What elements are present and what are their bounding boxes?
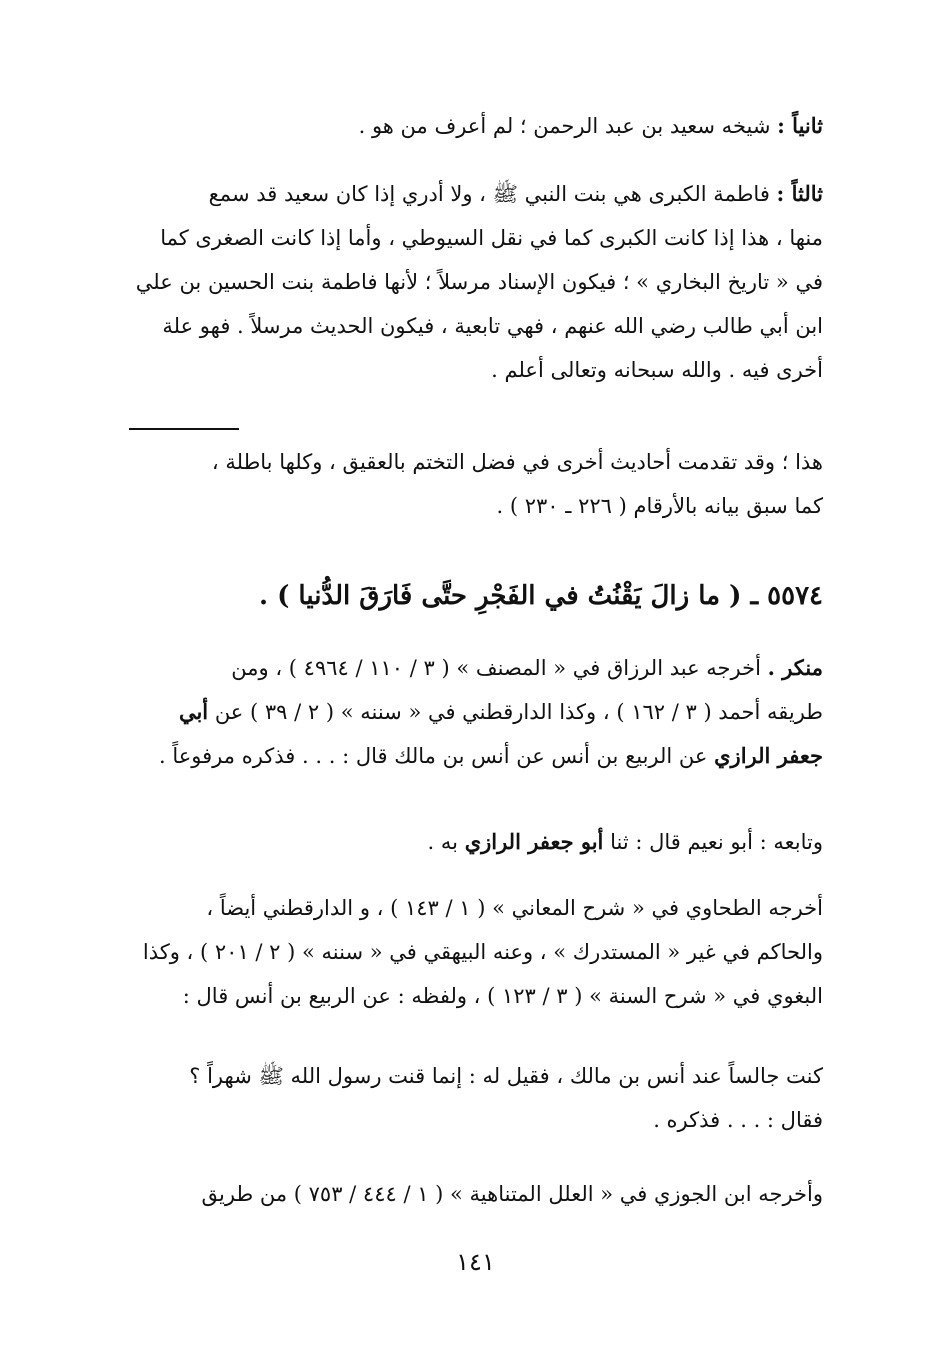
text-line: جعفر الرازي عن الربيع بن أنس عن أنس بن مالك قال : . . . فذكره مرفوعاً .	[159, 743, 823, 768]
text-line: كما سبق بيانه بالأرقام ( ٢٢٦ ـ ٢٣٠ ) .	[496, 494, 823, 518]
text-line: منها ، هذا إذا كانت الكبرى كما في نقل السيوطي ، وأما إذا كانت الصغرى كما	[160, 226, 823, 250]
paragraph-thalithan	[110, 172, 823, 392]
page-number: ١٤١	[456, 1248, 495, 1276]
text-line: كنت جالساً عند أنس بن مالك ، فقيل له : إنما قنت رسول الله ﷺ شهراً ؟	[189, 1064, 823, 1088]
text-line: منكر . أخرجه عبد الرزاق في « المصنف » ( ٣ / ١١٠ / ٤٩٦٤ ) ، ومن	[231, 655, 823, 680]
mutaba-paragraph	[110, 820, 823, 864]
quoted-narration	[110, 1054, 823, 1142]
text-line: فقال : . . . فذكره .	[653, 1108, 823, 1132]
takhrij-paragraph-3	[110, 1172, 823, 1216]
text-line: في « تاريخ البخاري » ؛ فيكون الإسناد مرسلاً ؛ لأنها فاطمة بنت الحسين بن علي	[135, 270, 823, 294]
hadith-title: ٥٥٧٤ ـ ( ما زالَ يَقْنُتُ في الفَجْرِ حتَّى فَارَقَ الدُّنيا ) .	[258, 581, 823, 611]
text-line: طريقه أحمد ( ٣ / ١٦٢ ) ، وكذا الدارقطني في « سننه » ( ٢ / ٣٩ ) عن أبي	[178, 699, 823, 724]
takhrij-paragraph-2	[110, 886, 823, 1018]
text-line: والحاكم في غير « المستدرك » ، وعنه البيهقي في « سننه » ( ٢ / ٢٠١ ) ، وكذا	[142, 940, 823, 964]
text-line: ثالثاً : فاطمة الكبرى هي بنت النبي ﷺ ، ولا أدري إذا كان سعيد قد سمع	[208, 181, 823, 206]
text-line: ثانياً : شيخه سعيد بن عبد الرحمن ؛ لم أعرف من هو .	[358, 113, 823, 138]
text-line: أخرى فيه . والله سبحانه وتعالى أعلم .	[491, 358, 823, 382]
takhrij-paragraph-1	[110, 646, 823, 778]
paragraph-thaniyan	[110, 104, 823, 148]
text-line: ابن أبي طالب رضي الله عنهم ، فهي تابعية ، فيكون الحديث مرسلاً . فهو علة	[162, 314, 823, 338]
point-label: ثانياً :	[777, 113, 823, 138]
grade-label: منكر .	[767, 655, 823, 680]
point-label: ثالثاً :	[776, 181, 823, 206]
text-line: وتابعه : أبو نعيم قال : ثنا أبو جعفر الرازي به .	[427, 829, 823, 854]
text-line: البغوي في « شرح السنة » ( ٣ / ١٢٣ ) ، ولفظه : عن الربيع بن أنس قال :	[182, 984, 823, 1008]
text-line: هذا ؛ وقد تقدمت أحاديث أخرى في فضل التختم بالعقيق ، وكلها باطلة ،	[211, 450, 823, 474]
footnote-divider	[129, 428, 239, 430]
footnote	[110, 440, 823, 528]
text-line: أخرجه الطحاوي في « شرح المعاني » ( ١ / ١٤٣ ) ، و الدارقطني أيضاً ،	[206, 896, 823, 920]
text-line: وأخرجه ابن الجوزي في « العلل المتناهية » ( ١ / ٤٤٤ / ٧٥٣ ) من طريق	[201, 1182, 823, 1206]
hadith-heading	[110, 574, 823, 618]
